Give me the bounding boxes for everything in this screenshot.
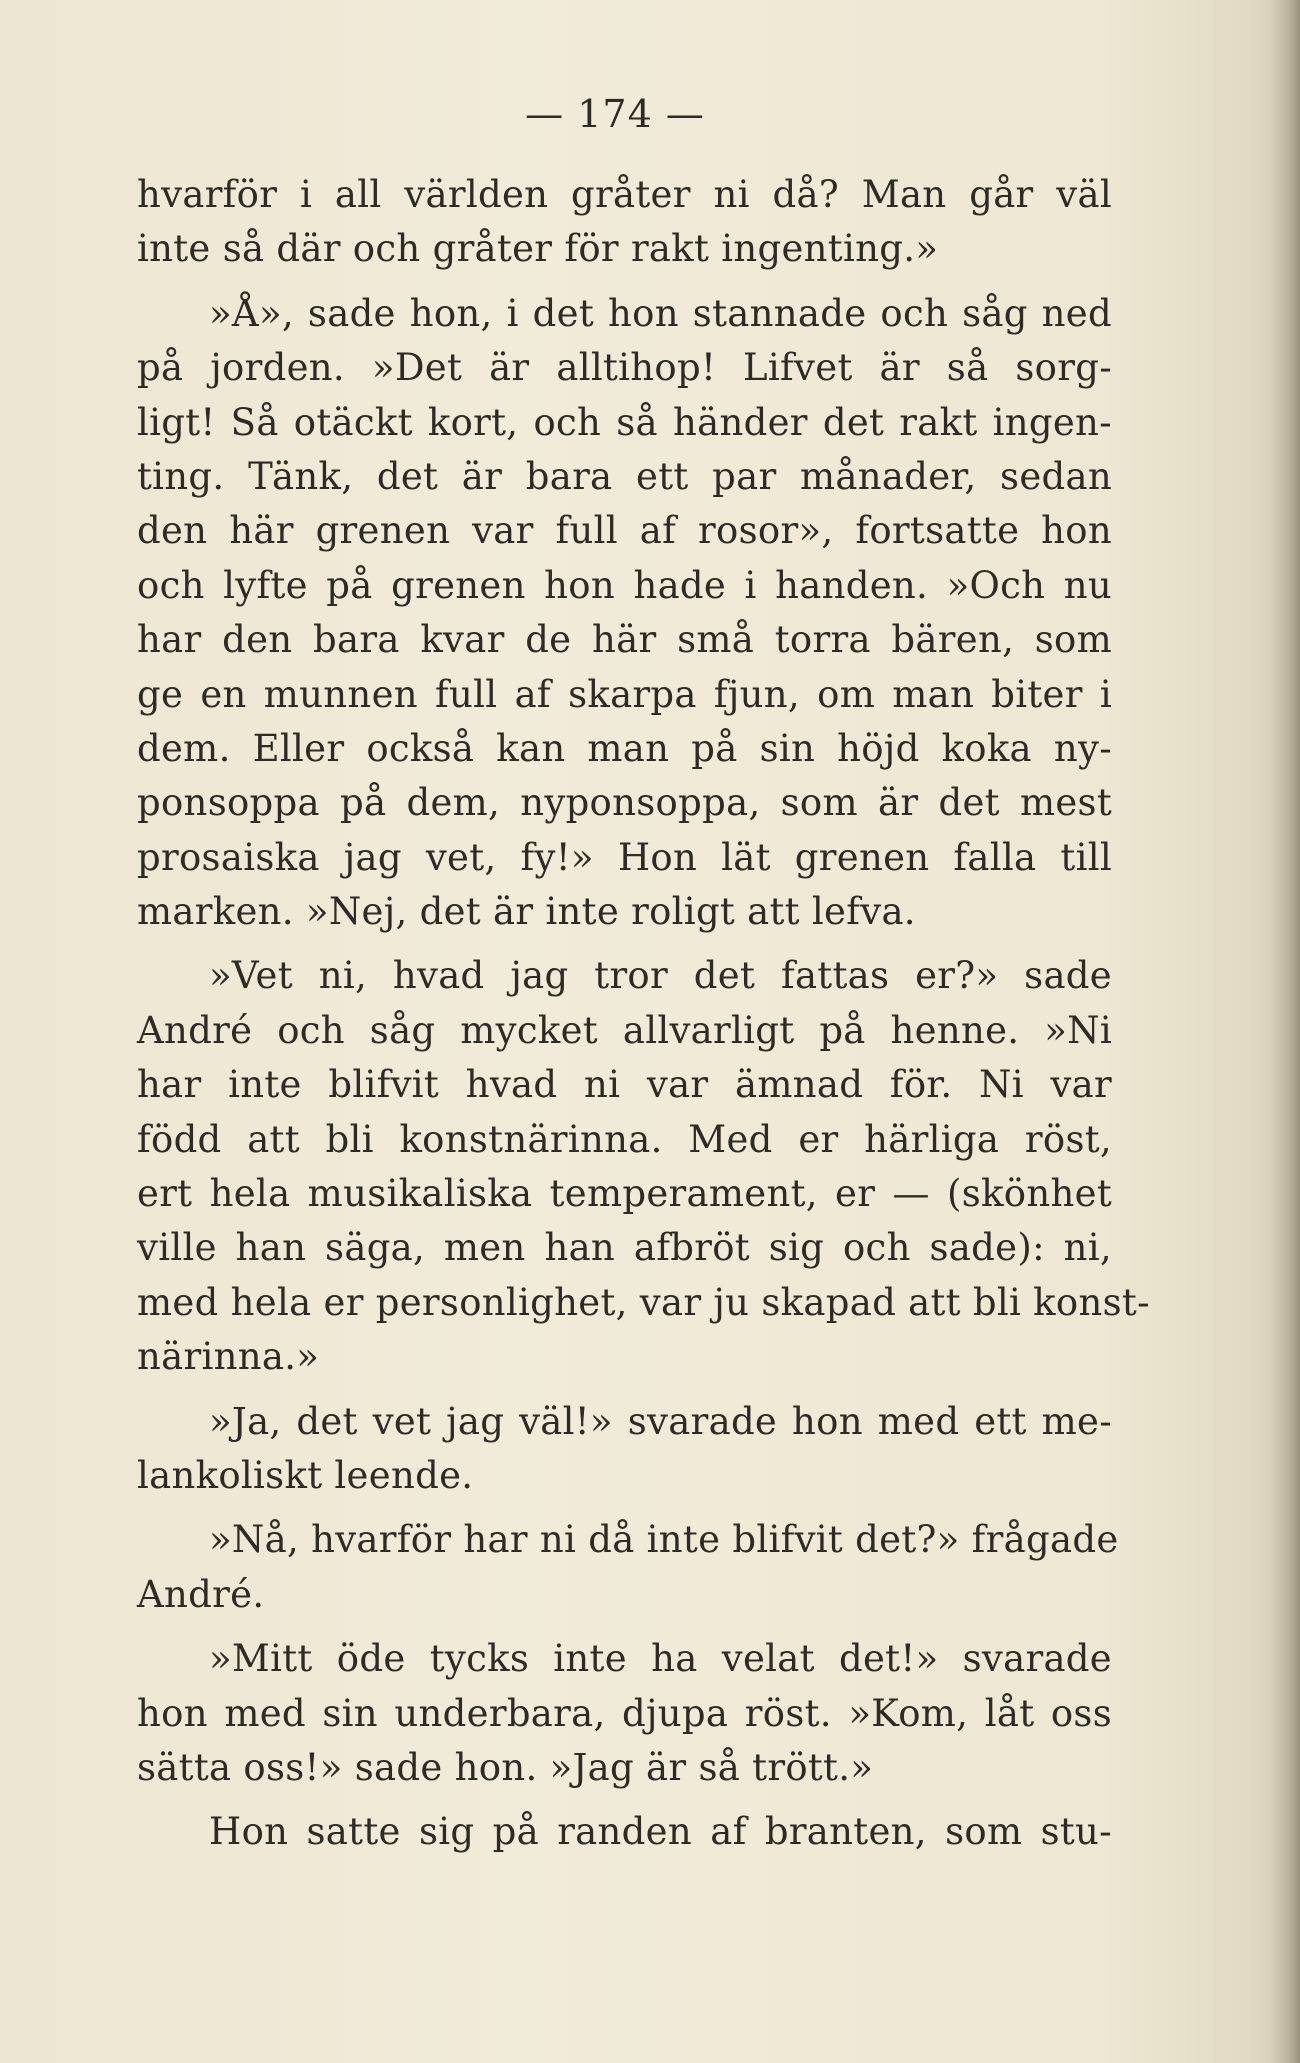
text-line: dem. Eller också kan man på sin höjd koka ny-	[137, 726, 1112, 770]
text-line: prosaiska jag vet, fy!» Hon lät grenen falla till	[137, 835, 1112, 879]
text-line: »Mitt öde tycks inte ha velat det!» svarade	[209, 1637, 1112, 1681]
text-line: lankoliskt leende.	[137, 1453, 474, 1497]
text-line: ligt! Så otäckt kort, och så händer det rakt ingen-	[137, 400, 1112, 444]
text-line: sätta oss!» sade hon. »Jag är så trött.»	[137, 1745, 874, 1789]
page-edge-shadow	[1270, 0, 1300, 2063]
text-line: André och såg mycket allvarligt på henne. »Ni	[137, 1008, 1112, 1052]
text-line: ge en munnen full af skarpa fjun, om man biter i	[137, 672, 1112, 716]
text-line: den här grenen var full af rosor», fortsatte hon	[137, 509, 1112, 553]
text-line: »Nå, hvarför har ni då inte blifvit det?» frågade	[209, 1518, 1119, 1562]
text-line: och lyfte på grenen hon hade i handen. »Och nu	[137, 563, 1112, 607]
text-line: har den bara kvar de här små torra bären, som	[137, 618, 1112, 662]
text-line: Hon satte sig på randen af branten, som stu-	[209, 1810, 1112, 1854]
paragraph	[137, 287, 1112, 940]
text-line: »Ja, det vet jag väl!» svarade hon med ett me-	[209, 1399, 1112, 1443]
paragraph	[137, 1513, 1119, 1622]
text-line: hon med sin underbara, djupa röst. »Kom, låt oss	[137, 1691, 1112, 1735]
paragraph	[137, 949, 1150, 1384]
paragraph	[137, 1632, 1112, 1795]
text-line: närinna.»	[137, 1335, 320, 1379]
text-line: André.	[137, 1572, 265, 1616]
paragraph	[137, 168, 1112, 277]
text-line: har inte blifvit hvad ni var ämnad för. Ni var	[137, 1063, 1112, 1107]
text-line: »Vet ni, hvad jag tror det fattas er?» sade	[209, 954, 1112, 998]
text-line: inte så där och gråter för rakt ingenting.»	[137, 227, 939, 271]
text-line: hvarför i all världen gråter ni då? Man går väl	[137, 173, 1112, 216]
text-line: med hela er personlighet, var ju skapad att bli konst-	[137, 1280, 1150, 1324]
text-line: marken. »Nej, det är inte roligt att lefva.	[137, 890, 916, 934]
paragraph	[137, 1395, 1112, 1504]
text-line: på jorden. »Det är alltihop! Lifvet är så sorg-	[137, 346, 1112, 390]
paragraph	[137, 1805, 1112, 1859]
page-number: — 174 —	[525, 92, 705, 136]
text-line: ponsoppa på dem, nyponsoppa, som är det mest	[137, 781, 1112, 825]
body-text	[137, 168, 1150, 1860]
text-line: ert hela musikaliska temperament, er — (skönhet	[137, 1172, 1112, 1216]
text-line: »Å», sade hon, i det hon stannade och såg ned	[209, 291, 1112, 335]
text-line: ting. Tänk, det är bara ett par månader, sedan	[137, 454, 1112, 498]
text-line: född att bli konstnärinna. Med er härliga röst,	[137, 1117, 1112, 1161]
text-line: ville han säga, men han afbröt sig och sade): ni,	[137, 1226, 1112, 1270]
